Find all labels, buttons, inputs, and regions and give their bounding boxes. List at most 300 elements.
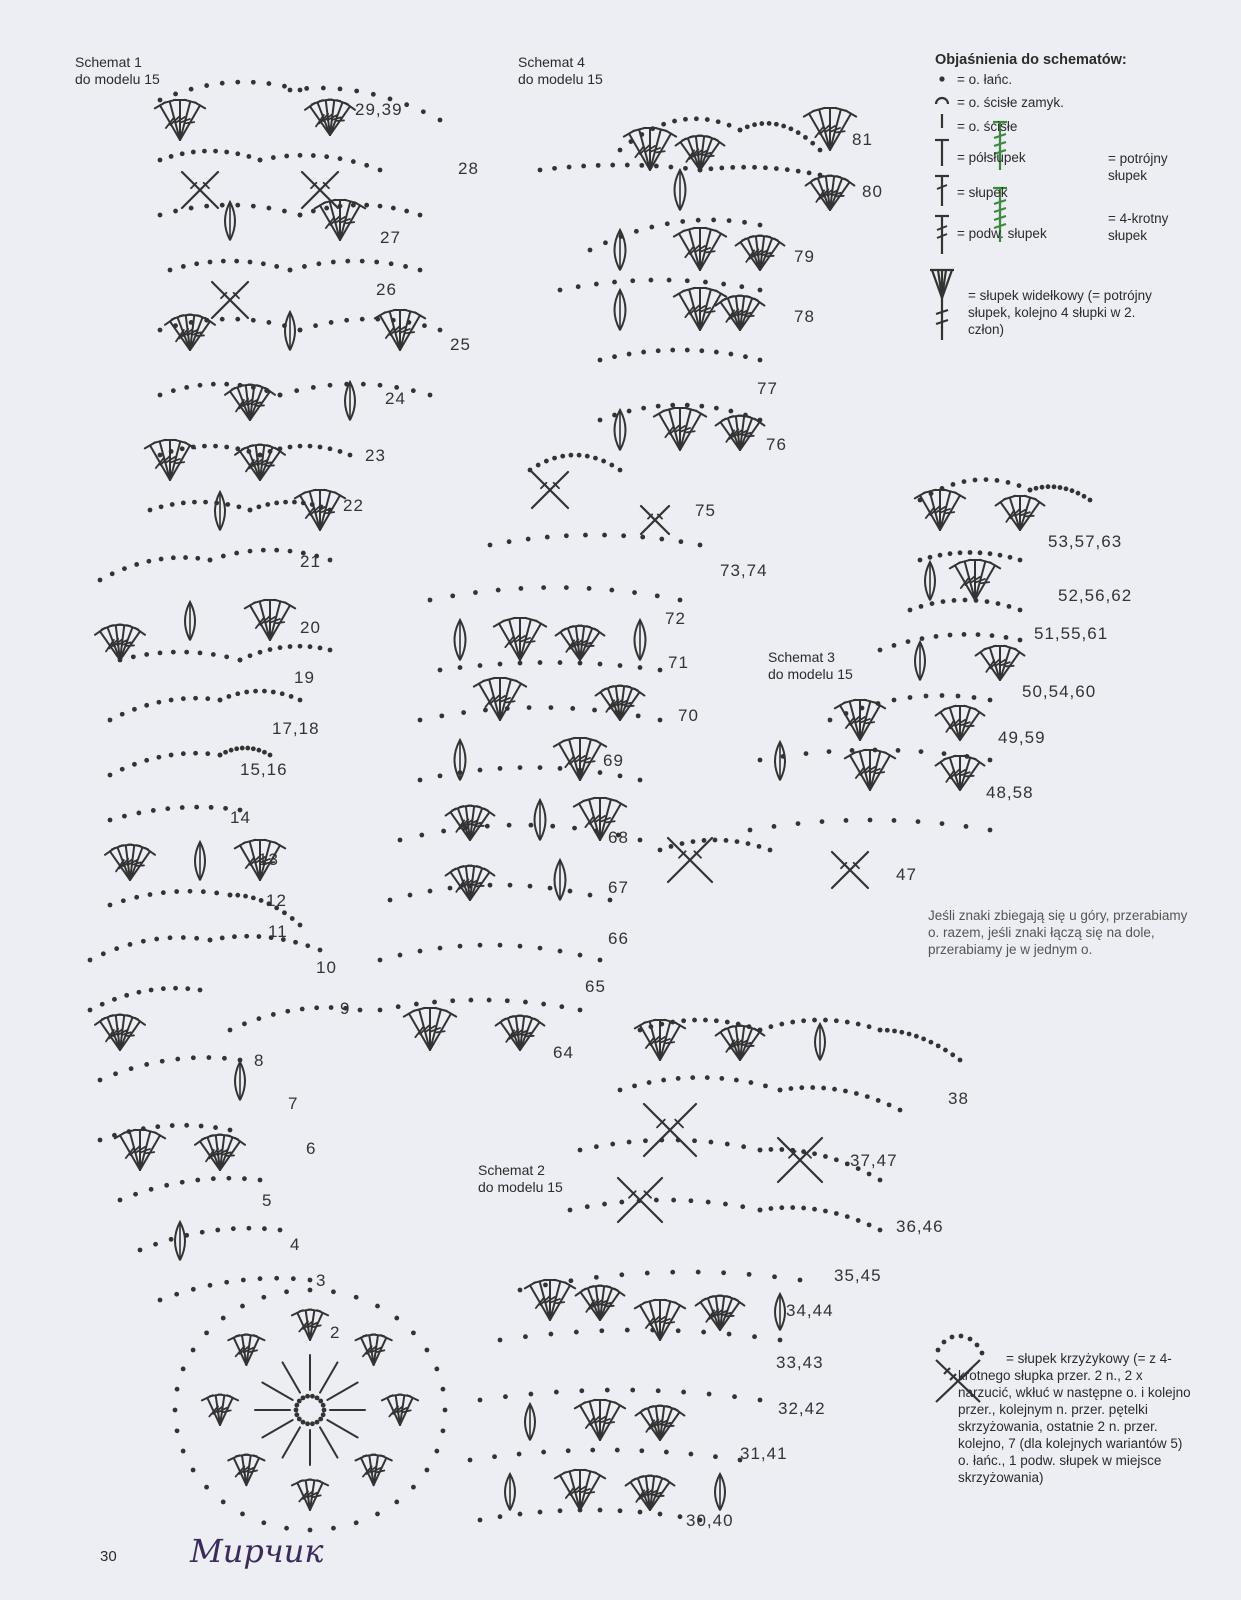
chain-dot	[226, 694, 231, 699]
chain-dot	[438, 668, 443, 673]
chain-dot	[691, 839, 696, 844]
chain-dot	[478, 1398, 483, 1403]
chain-dot	[658, 848, 663, 853]
chain-dot	[184, 1123, 189, 1128]
chain-dot	[345, 259, 350, 264]
chain-dot	[282, 910, 287, 915]
legend	[935, 52, 1195, 72]
chain-dot	[618, 1088, 623, 1093]
chain-dot	[274, 500, 279, 505]
chain-dot	[627, 352, 632, 357]
chain-dot	[288, 549, 293, 554]
chain-dot	[161, 890, 166, 895]
chain-dot	[195, 1178, 200, 1183]
stitch-line	[535, 1019, 545, 1026]
chain-dot	[191, 1287, 196, 1292]
chain-dot	[256, 504, 261, 509]
chain-dot	[559, 1004, 564, 1009]
signature: Мирчик	[190, 1532, 324, 1570]
chain-dot	[191, 1055, 196, 1060]
chain-dot	[498, 1338, 503, 1343]
row-number: 49,59	[998, 728, 1046, 747]
chain-dot	[305, 1421, 310, 1426]
chain-dot	[298, 153, 303, 158]
chain-dot	[418, 949, 423, 954]
chain-dot	[251, 895, 256, 900]
chain-dot	[498, 766, 503, 771]
chain-dot	[564, 533, 569, 538]
row-number: 6	[306, 1139, 317, 1158]
chain-dot	[498, 1514, 503, 1519]
chain-dot	[984, 477, 989, 482]
chain-dot	[988, 758, 993, 763]
chain-dot	[518, 944, 523, 949]
chain-dot	[778, 1338, 783, 1343]
chain-dot	[610, 1142, 615, 1147]
chain-dot	[224, 1280, 229, 1285]
chain-dot	[1007, 604, 1012, 609]
chain-dot	[265, 502, 270, 507]
stitch-line	[586, 1492, 594, 1493]
row-number: 34,44	[786, 1301, 834, 1320]
row-number: 37,47	[850, 1151, 898, 1170]
stitch-line	[876, 772, 884, 773]
chain-dot	[790, 1020, 795, 1025]
chain-dot	[220, 317, 225, 322]
chain-dot	[478, 768, 483, 773]
row-number: 4	[290, 1235, 301, 1254]
chain-dot	[297, 1399, 302, 1404]
stitch-line	[536, 621, 546, 627]
chain-dot	[714, 406, 719, 411]
legend-slip-close: = o. ścisłe zamyk.	[957, 95, 1064, 110]
chain-dot	[541, 1002, 546, 1007]
chain-dot	[220, 203, 225, 208]
stitch-line	[666, 131, 676, 137]
chain-dot	[298, 328, 303, 333]
chain-dot	[418, 268, 423, 273]
row-number: 29,39	[355, 100, 403, 119]
stitch-line	[675, 1022, 685, 1028]
stitch-line	[285, 602, 295, 608]
chain-dot	[425, 1468, 430, 1473]
chain-dot	[907, 1032, 912, 1037]
chain-dot	[181, 1449, 186, 1454]
chain-dot	[763, 1083, 768, 1088]
stitch-line	[706, 311, 714, 312]
chain-dot	[804, 751, 809, 756]
chain-dot	[209, 805, 214, 810]
chain-dot	[661, 1078, 666, 1083]
chain-dot	[158, 213, 163, 218]
chain-dot	[158, 158, 163, 163]
chain-dot	[507, 823, 512, 828]
stitch-line	[586, 761, 594, 762]
chain-dot	[215, 1228, 220, 1233]
chain-dot	[758, 223, 763, 228]
chain-dot	[246, 1226, 251, 1231]
chain-dot	[498, 662, 503, 667]
chain-dot	[689, 1452, 694, 1457]
chain-dot	[618, 773, 623, 778]
chain-dot	[414, 1002, 419, 1007]
chain-dot	[478, 943, 483, 948]
chain-dot	[541, 585, 546, 590]
chain-dot	[378, 168, 383, 173]
chain-dot	[702, 838, 707, 843]
chain-dot	[610, 163, 615, 168]
chain-dot	[703, 280, 708, 285]
stitch-line	[946, 512, 954, 513]
chain-dot	[293, 940, 298, 945]
chain-dot	[211, 382, 216, 387]
chain-dot	[605, 1388, 610, 1393]
chain-dot	[878, 1028, 883, 1033]
chain-dot	[311, 385, 316, 390]
row-number: 36,46	[896, 1217, 944, 1236]
legend-quadruple: = 4-krotny słupek	[1108, 211, 1169, 243]
chain-dot	[796, 169, 801, 174]
chain-dot	[213, 444, 218, 449]
chain-dot	[204, 1485, 209, 1490]
chain-dot	[789, 126, 794, 131]
chain-dot	[1058, 485, 1063, 490]
chain-dot	[854, 1091, 859, 1096]
row-number: 76	[766, 435, 787, 454]
chain-dot	[175, 1057, 180, 1062]
note-cross-stitch: = słupek krzyżykowy (= z 4-krotnego słupka przer. 2 n., 2 x narzucić, wkłuć w następne o. i kolejno przer., kolejnym n. przer. pętelki skrzyżowania, ostatnie 2 n. przer. kolejno, 7 (dla kolejnych wariantów 5) o. łańc., 1 podw. słupek w miejsce skrzyżowania)	[958, 1351, 1191, 1485]
chain-dot	[191, 150, 196, 155]
stitch-line	[327, 1420, 357, 1438]
chain-dot	[632, 590, 637, 595]
chain-dot	[234, 746, 239, 751]
chain-dot	[213, 149, 218, 154]
chain-dot	[261, 261, 266, 266]
row-number: 20	[300, 618, 321, 637]
chain-dot	[154, 937, 159, 942]
chain-dot	[204, 204, 209, 209]
row-number: 31,41	[740, 1444, 788, 1463]
chain-dot	[354, 1295, 359, 1300]
chain-dot	[1006, 480, 1011, 485]
stitch-line	[606, 1422, 614, 1423]
stitch-line	[975, 759, 985, 766]
chain-dot	[820, 819, 825, 824]
chain-dot	[256, 1016, 261, 1021]
chain-dot	[344, 318, 349, 323]
stitch-line	[436, 1031, 444, 1032]
chain-dot	[1004, 635, 1009, 640]
chain-dot	[1034, 486, 1039, 491]
chain-dot	[398, 838, 403, 843]
stitch-line	[222, 1410, 231, 1412]
chain-dot	[778, 1088, 783, 1093]
chain-dot	[583, 533, 588, 538]
chain-dot	[758, 758, 763, 763]
chain-dot	[195, 556, 200, 561]
chain-dot	[785, 167, 790, 172]
chain-dot	[153, 1242, 158, 1247]
chain-dot	[220, 936, 225, 941]
chain-dot	[324, 154, 329, 159]
chain-dot	[308, 444, 313, 449]
row-number: 65	[585, 977, 606, 996]
chain-dot	[478, 663, 483, 668]
chain-dot	[596, 163, 601, 168]
stitch-line	[975, 709, 985, 716]
chain-dot	[823, 1209, 828, 1214]
chain-dot	[421, 109, 426, 114]
chain-dot	[696, 218, 701, 223]
chain-dot	[235, 203, 240, 208]
chain-dot	[469, 998, 474, 1003]
stitch-line	[706, 251, 714, 252]
chain-dot	[602, 1202, 607, 1207]
chain-dot	[321, 86, 326, 91]
chain-dot	[283, 500, 288, 505]
chain-dot	[185, 986, 190, 991]
chain-dot	[735, 839, 740, 844]
chain-dot	[1028, 488, 1033, 493]
chain-dot	[266, 320, 271, 325]
row-number: 22	[343, 496, 364, 515]
chain-dot	[948, 633, 953, 638]
chain-dot	[278, 1228, 283, 1233]
chain-dot	[211, 1176, 216, 1181]
chain-dot	[358, 1008, 363, 1013]
chain-dot	[647, 1080, 652, 1085]
chain-dot	[640, 535, 645, 540]
chain-dot	[627, 1140, 632, 1145]
chain-dot	[244, 934, 249, 939]
chain-dot	[670, 403, 675, 408]
chain-dot	[243, 894, 248, 899]
chain-dot	[268, 753, 273, 758]
stitch-line	[735, 1299, 745, 1306]
chain-dot	[625, 163, 630, 168]
chain-dot	[224, 654, 229, 659]
chain-dot	[538, 765, 543, 770]
chain-dot	[156, 755, 161, 760]
row-number: 69	[603, 751, 624, 770]
chain-dot	[659, 537, 664, 542]
chain-dot	[235, 80, 240, 85]
chain-dot	[643, 1138, 648, 1143]
chain-dot	[396, 1004, 401, 1009]
chain-dot	[701, 1330, 706, 1335]
chain-dot	[169, 753, 174, 758]
chain-dot	[985, 599, 990, 604]
chain-dot	[729, 352, 734, 357]
chain-dot	[678, 598, 683, 603]
chain-dot	[298, 88, 303, 93]
row-number: 24	[385, 389, 406, 408]
chain-dot	[498, 943, 503, 948]
chain-dot	[328, 648, 333, 653]
chain-dot	[310, 1394, 315, 1399]
chain-dot	[554, 1390, 559, 1395]
chain-dot	[205, 751, 210, 756]
chain-dot	[294, 1403, 299, 1408]
chain-dot	[569, 453, 574, 458]
chain-dot	[404, 209, 409, 214]
chain-dot	[518, 1512, 523, 1517]
chain-dot	[558, 949, 563, 954]
row-number: 64	[553, 1043, 574, 1062]
stitch-line	[135, 628, 145, 635]
legend-half-double: = półsłupek	[957, 150, 1026, 165]
chain-dot	[271, 155, 276, 160]
chain-dot	[896, 748, 901, 753]
chain-dot	[241, 1278, 246, 1283]
chain-dot	[930, 601, 935, 606]
chain-dot	[638, 665, 643, 670]
chain-dot	[378, 383, 383, 388]
chain-dot	[438, 118, 443, 123]
chain-dot	[694, 116, 699, 121]
chain-dot	[284, 154, 289, 159]
chain-dot	[523, 1000, 528, 1005]
chain-dot	[705, 1075, 710, 1080]
chain-dot	[313, 323, 318, 328]
stitch-line	[615, 1289, 625, 1296]
chain-dot	[208, 938, 213, 943]
chain-dot	[159, 557, 164, 562]
chain-dot	[284, 1289, 289, 1294]
stitch-line	[145, 848, 155, 855]
chain-dot	[549, 705, 554, 710]
chain-dot	[159, 504, 164, 509]
chain-dot	[810, 141, 815, 146]
chain-dot	[371, 92, 376, 97]
chain-dot	[995, 478, 1000, 483]
chain-dot	[108, 718, 113, 723]
chain-dot	[544, 459, 549, 464]
row-number: 73,74	[720, 561, 768, 580]
chain-dot	[803, 135, 808, 140]
chain-dot	[132, 762, 137, 767]
chain-dot	[161, 986, 166, 991]
scheme-1-title: Schemat 1 do modelu 15	[75, 54, 160, 87]
chain-dot	[856, 1022, 861, 1027]
chain-dot	[289, 694, 294, 699]
chain-dot	[428, 393, 433, 398]
chain-dot	[940, 693, 945, 698]
chain-dot	[174, 1292, 179, 1297]
chain-dot	[669, 844, 674, 849]
chain-dot	[141, 939, 146, 944]
chain-dot	[181, 751, 186, 756]
stitch-line	[775, 239, 785, 246]
stitch-line	[262, 1420, 292, 1438]
chain-dot	[398, 953, 403, 958]
chain-dot	[769, 1147, 774, 1152]
chain-dot	[411, 388, 416, 393]
chain-dot	[262, 689, 267, 694]
chain-dot	[906, 639, 911, 644]
stitch-line	[402, 1410, 411, 1412]
chain-dot	[619, 1272, 624, 1277]
chain-dot	[649, 278, 654, 283]
stitch-line	[1015, 649, 1025, 656]
chain-dot	[193, 696, 198, 701]
chain-dot	[321, 1412, 326, 1417]
legend-triple: = potrójny słupek	[1108, 151, 1168, 183]
chain-dot	[676, 1328, 681, 1333]
chain-dot	[149, 988, 154, 993]
chain-dot	[246, 154, 251, 159]
chain-dot	[322, 1408, 327, 1413]
chain-dot	[302, 264, 307, 269]
chain-dot	[164, 1183, 169, 1188]
chain-dot	[821, 1086, 826, 1091]
stitch-line	[981, 582, 989, 583]
chain-dot	[639, 1448, 644, 1453]
chain-dot	[450, 593, 455, 598]
chain-dot	[181, 264, 186, 269]
chain-dot	[1052, 484, 1057, 489]
row-number: 80	[862, 182, 883, 201]
chain-dot	[428, 598, 433, 603]
chain-dot	[885, 1028, 890, 1033]
chain-dot	[248, 260, 253, 265]
chain-dot	[321, 1403, 326, 1408]
chain-dot	[598, 958, 603, 963]
chain-dot	[976, 632, 981, 637]
chain-dot	[699, 404, 704, 409]
chain-dot	[205, 696, 210, 701]
stitch-line	[1035, 499, 1045, 506]
chain-dot	[774, 122, 779, 127]
chain-dot	[188, 889, 193, 894]
chain-dot	[588, 893, 593, 898]
chain-dot	[672, 119, 677, 124]
chain-dot	[168, 935, 173, 940]
chain-dot	[759, 121, 764, 126]
chain-dot	[124, 993, 129, 998]
chain-dot	[378, 204, 383, 209]
chain-dot	[630, 1388, 635, 1393]
chain-dot	[158, 393, 163, 398]
chain-dot	[739, 284, 744, 289]
chain-dot	[743, 354, 748, 359]
chain-dot	[221, 1500, 226, 1505]
chain-dot	[996, 601, 1001, 606]
chain-dot	[943, 1048, 948, 1053]
chain-dot	[158, 98, 163, 103]
chain-dot	[122, 566, 127, 571]
stitch-line	[146, 1152, 154, 1153]
chain-dot	[763, 165, 768, 170]
chain-dot	[389, 261, 394, 266]
chain-dot	[988, 698, 993, 703]
chain-dot	[488, 543, 493, 548]
chain-dot	[262, 1226, 267, 1231]
chain-dot	[602, 533, 607, 538]
chain-dot	[280, 691, 285, 696]
chain-dot	[364, 163, 369, 168]
chain-dot	[294, 1408, 299, 1413]
chain-dot	[609, 463, 614, 468]
chain-dot	[240, 746, 245, 751]
chain-dot	[148, 508, 153, 513]
chain-dot	[724, 838, 729, 843]
chain-dot	[526, 537, 531, 542]
chain-dot	[224, 445, 229, 450]
chain-dot	[665, 221, 670, 226]
chain-dot	[173, 209, 178, 214]
stitch-line	[990, 562, 1000, 568]
